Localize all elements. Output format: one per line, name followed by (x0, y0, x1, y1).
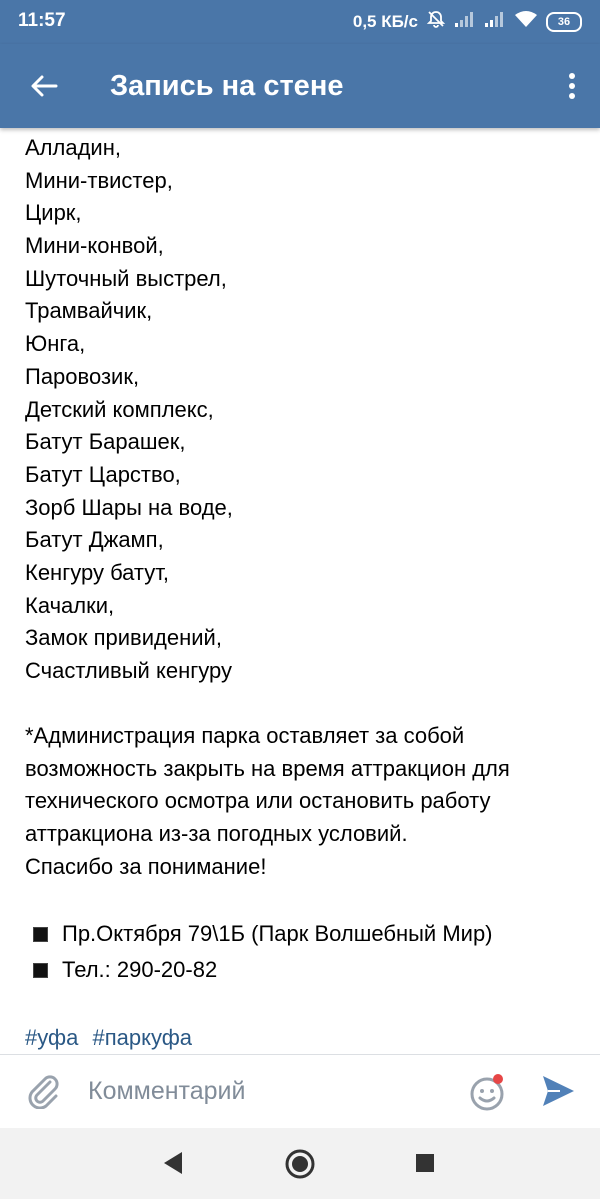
page-title: Запись на стене (110, 70, 344, 102)
paperclip-icon (26, 1073, 60, 1109)
phone-line (33, 952, 493, 988)
list-item: Батут Барашек, (25, 429, 186, 455)
phone-text: Тел.: 290-20-82 (62, 957, 218, 982)
list-item: Юнга, (25, 331, 86, 357)
comment-bar (0, 1054, 600, 1129)
list-item: Шуточный выстрел, (25, 265, 227, 291)
nav-recents-button[interactable] (412, 1148, 438, 1183)
list-item: Алладин, (25, 135, 121, 160)
battery-icon: 36 (546, 12, 582, 32)
address-line (33, 916, 493, 952)
hashtags (25, 1025, 200, 1051)
attach-button[interactable] (26, 1073, 60, 1114)
list-item: Детский комплекс, (25, 396, 214, 422)
nav-recents-icon (412, 1148, 438, 1178)
list-item: Батут Царство, (25, 461, 181, 487)
list-item: Паровозик, (25, 363, 140, 389)
notice-line: *Администрация парка оставляет за собой (25, 723, 465, 748)
list-item: Мини-твистер, (25, 167, 173, 193)
signal-icon (454, 10, 476, 33)
wifi-icon (514, 10, 538, 33)
list-item: Счастливый кенгуру (25, 658, 232, 683)
nav-back-button[interactable] (160, 1148, 186, 1183)
notice-line: технического осмотра или остановить работу (25, 788, 491, 814)
network-speed: 0,5 КБ/с (352, 11, 418, 31)
nav-home-button[interactable] (284, 1148, 316, 1185)
nav-back-icon (160, 1148, 186, 1178)
park-notice (25, 720, 585, 884)
emoji-button[interactable] (468, 1072, 508, 1117)
list-item: Замок привидений, (25, 625, 222, 651)
square-bullet-icon (33, 927, 48, 942)
more-options-button[interactable] (560, 68, 584, 104)
hashtag-link[interactable]: #уфа (25, 1025, 79, 1050)
attractions-list (25, 132, 233, 688)
list-item: Качалки, (25, 592, 115, 618)
list-item: Батут Джамп, (25, 527, 164, 553)
app-toolbar (0, 44, 600, 128)
list-item: Зорб Шары на воде, (25, 494, 233, 520)
nav-home-icon (284, 1148, 316, 1180)
system-nav-bar (0, 1128, 600, 1199)
comment-input[interactable]: Комментарий (88, 1077, 246, 1105)
more-vertical-icon (568, 72, 576, 100)
smiley-icon (468, 1072, 508, 1112)
notice-line: Спасибо за понимание! (25, 853, 267, 879)
list-item: Мини-конвой, (25, 233, 164, 259)
list-item: Трамвайчик, (25, 298, 153, 324)
signal-icon (484, 10, 506, 33)
status-time: 11:57 (18, 10, 66, 31)
address-text: Пр.Октября 79\1Б (Парк Волшебный Мир) (62, 921, 493, 946)
hashtag-link[interactable]: #паркуфа (92, 1025, 193, 1050)
send-button[interactable] (540, 1073, 576, 1114)
mute-bell-icon (426, 9, 446, 34)
list-item: Цирк, (25, 200, 82, 226)
arrow-left-icon (30, 74, 58, 98)
status-indicators (353, 9, 582, 34)
send-icon (540, 1073, 576, 1109)
contacts (33, 916, 493, 988)
post-content (0, 130, 600, 1054)
status-bar (0, 0, 600, 44)
back-button[interactable] (22, 66, 66, 106)
square-bullet-icon (33, 963, 48, 978)
notice-line: возможность закрыть на время аттракцион для (25, 755, 510, 781)
list-item: Кенгуру батут, (25, 559, 169, 585)
notice-line: аттракциона из-за погодных условий. (25, 821, 408, 847)
